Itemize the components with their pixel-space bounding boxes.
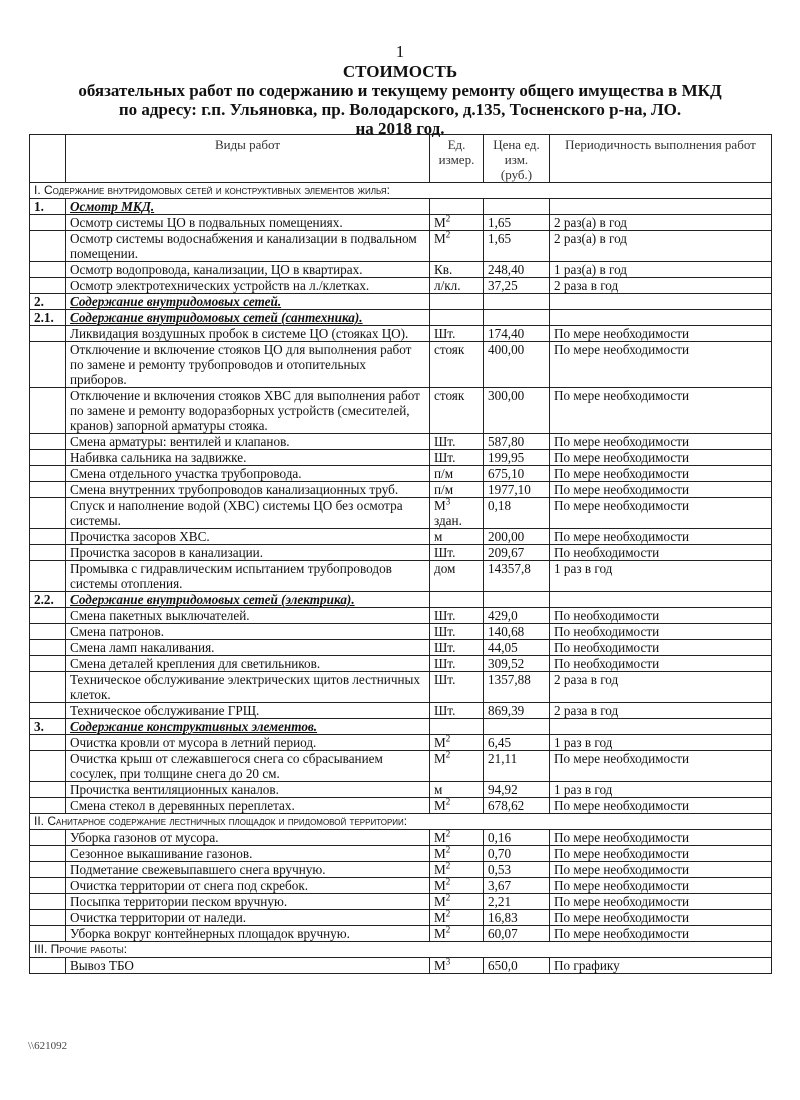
period-cell: По необходимости [550,656,772,672]
period-cell: По мере необходимости [550,798,772,814]
unit-cell [430,529,484,545]
price-cell: 199,95 [484,450,550,466]
unit-text: стояк [434,342,465,357]
work-name: Сезонное выкашивание газонов. [66,846,430,862]
unit-text: М [434,231,446,246]
price-cell: 200,00 [484,529,550,545]
group-number: 2.1. [30,310,66,326]
header-kind: Виды работ [66,135,430,183]
work-name: Посыпка территории песком вручную. [66,894,430,910]
table-row [30,434,772,450]
work-name: Очистка территории от снега под скребок. [66,878,430,894]
unit-cell [430,545,484,561]
period-cell: По мере необходимости [550,751,772,782]
row-number-cell [30,278,66,294]
work-name: Прочистка засоров в канализации. [66,545,430,561]
row-number-cell [30,910,66,926]
period-cell: По мере необходимости [550,529,772,545]
table-row [30,388,772,434]
price-cell: 44,05 [484,640,550,656]
group-number: 1. [30,199,66,215]
header-price: Цена ед. изм. (руб.) [484,135,550,183]
table-row [30,703,772,719]
group-row [30,719,772,735]
row-number-cell [30,529,66,545]
row-number-cell [30,388,66,434]
work-name: Осмотр системы водоснабжения и канализации в подвальном помещении. [66,231,430,262]
row-number-cell [30,466,66,482]
group-name: Осмотр МКД. [66,199,430,215]
table-row [30,830,772,846]
row-number-cell [30,656,66,672]
row-number-cell [30,545,66,561]
period-cell: 1 раз в год [550,735,772,751]
works-table [29,134,772,974]
price-cell: 1,65 [484,215,550,231]
unit-superscript: 2 [445,877,451,887]
period-cell: По мере необходимости [550,846,772,862]
period-cell: По необходимости [550,545,772,561]
table-row [30,529,772,545]
unit-cell [430,830,484,846]
price-cell: 650,0 [484,958,550,974]
unit-text: Шт. [434,434,456,449]
unit-cell [430,894,484,910]
unit-text: М [434,926,446,941]
unit-superscript: 3 [445,497,451,507]
work-name: Уборка газонов от мусора. [66,830,430,846]
work-name: Осмотр системы ЦО в подвальных помещениях. [66,215,430,231]
row-number-cell [30,846,66,862]
unit-cell [430,782,484,798]
unit-text: м [434,529,443,544]
price-cell: 14357,8 [484,561,550,592]
table-row [30,751,772,782]
section-title: I. Содержание внутридомовых сетей и конструктивных элементов жилья: [30,183,772,199]
work-name: Очистка крыш от слежавшегося снега со сбрасыванием сосулек, при толщине снега до 20 см. [66,751,430,782]
table-row [30,640,772,656]
row-number-cell [30,894,66,910]
work-name: Смена отдельного участка трубопровода. [66,466,430,482]
section-row [30,814,772,830]
unit-text: М [434,751,446,766]
row-number-cell [30,862,66,878]
unit-cell [430,231,484,262]
unit-cell [430,388,484,434]
price-cell: 1977,10 [484,482,550,498]
unit-superscript: 3 [445,957,451,967]
group-number: 2. [30,294,66,310]
group-number: 3. [30,719,66,735]
unit-text: м [434,782,443,797]
period-cell: По необходимости [550,640,772,656]
price-cell: 0,70 [484,846,550,862]
page-number: 1 [395,42,405,61]
period-cell: По графику [550,958,772,974]
table-row [30,545,772,561]
row-number-cell [30,672,66,703]
row-number-cell [30,735,66,751]
price-cell: 869,39 [484,703,550,719]
work-name: Вывоз ТБО [66,958,430,974]
work-name: Отключение и включение стояков ЦО для выполнения работ по замене и ремонту трубопроводов и отопительных приборов. [66,342,430,388]
period-cell: 2 раза в год [550,703,772,719]
group-name: Содержание конструктивных элементов. [66,719,430,735]
price-cell: 1,65 [484,231,550,262]
unit-superscript: 2 [445,750,451,760]
group-name: Содержание внутридомовых сетей (электрика). [66,592,430,608]
row-number-cell [30,703,66,719]
unit-text: Шт. [434,656,456,671]
price-cell: 429,0 [484,608,550,624]
work-name: Уборка вокруг контейнерных площадок вручную. [66,926,430,942]
title-line-1: СТОИМОСТЬ [342,62,458,81]
unit-superscript: 2 [445,861,451,871]
period-cell: По мере необходимости [550,926,772,942]
row-number-cell [30,262,66,278]
price-cell: 0,16 [484,830,550,846]
table-row [30,798,772,814]
section-title: III. Прочие работы: [30,942,772,958]
unit-cell [430,735,484,751]
price-cell: 0,18 [484,498,550,529]
unit-text: Шт. [434,624,456,639]
period-cell: По мере необходимости [550,894,772,910]
period-cell: 1 раз в год [550,782,772,798]
row-number-cell [30,926,66,942]
unit-superscript: 2 [445,909,451,919]
unit-cell [430,624,484,640]
unit-cell [430,450,484,466]
unit-cell [430,215,484,231]
price-cell: 2,21 [484,894,550,910]
period-cell: По мере необходимости [550,862,772,878]
group-row [30,199,772,215]
work-name: Смена пакетных выключателей. [66,608,430,624]
work-name: Набивка сальника на задвижке. [66,450,430,466]
price-cell: 6,45 [484,735,550,751]
table-row [30,782,772,798]
unit-superscript: 2 [445,230,451,240]
work-name: Смена патронов. [66,624,430,640]
row-number-cell [30,624,66,640]
unit-superscript: 2 [445,734,451,744]
table-row [30,926,772,942]
table-row [30,450,772,466]
row-number-cell [30,830,66,846]
work-name: Смена стекол в деревянных переплетах. [66,798,430,814]
unit-superscript: 2 [445,214,451,224]
unit-text: Шт. [434,703,456,718]
unit-cell [430,910,484,926]
work-name: Подметание свежевыпавшего снега вручную. [66,862,430,878]
period-cell: 2 раза в год [550,672,772,703]
work-name: Очистка территории от наледи. [66,910,430,926]
work-name: Отключение и включения стояков ХВС для выполнения работ по замене и ремонту водоразборных устройств (смесителей, кранов) запорной арматуры стояка. [66,388,430,434]
row-number-cell [30,326,66,342]
period-cell: По мере необходимости [550,498,772,529]
unit-text: Шт. [434,640,456,655]
table-row [30,215,772,231]
period-cell: По мере необходимости [550,910,772,926]
price-cell: 60,07 [484,926,550,942]
table-row [30,656,772,672]
table-row [30,735,772,751]
table-row [30,608,772,624]
title-line-2: обязательных работ по содержанию и текущему ремонту общего имущества в МКД [78,81,722,100]
row-number-cell [30,608,66,624]
unit-text: М [434,798,446,813]
section-row [30,183,772,199]
footer-code: \\621092 [28,1040,68,1052]
price-cell: 0,53 [484,862,550,878]
row-number-cell [30,751,66,782]
period-cell: 1 раз(а) в год [550,262,772,278]
period-cell: По необходимости [550,624,772,640]
unit-cell [430,262,484,278]
period-cell: 2 раза в год [550,278,772,294]
work-name: Смена арматуры: вентилей и клапанов. [66,434,430,450]
price-cell: 248,40 [484,262,550,278]
unit-cell [430,926,484,942]
table-row [30,466,772,482]
row-number-cell [30,482,66,498]
price-cell: 587,80 [484,434,550,450]
price-cell: 209,67 [484,545,550,561]
work-name: Очистка кровли от мусора в летний период. [66,735,430,751]
group-number: 2.2. [30,592,66,608]
unit-text: л/кл. [434,278,461,293]
header-period: Периодичность выполнения работ [550,135,772,183]
price-cell: 309,52 [484,656,550,672]
period-cell: По мере необходимости [550,342,772,388]
unit-cell [430,482,484,498]
price-cell: 400,00 [484,342,550,388]
row-number-cell [30,434,66,450]
unit-cell [430,434,484,450]
row-number-cell [30,958,66,974]
table-row [30,231,772,262]
price-cell: 678,62 [484,798,550,814]
work-name: Ликвидация воздушных пробок в системе ЦО (стояках ЦО). [66,326,430,342]
table-row [30,498,772,529]
unit-cell [430,608,484,624]
row-number-cell [30,215,66,231]
period-cell: По мере необходимости [550,466,772,482]
unit-text: дом [434,561,456,576]
unit-cell [430,958,484,974]
unit-superscript: 2 [445,797,451,807]
period-cell: По мере необходимости [550,388,772,434]
period-cell: По мере необходимости [550,878,772,894]
table-row [30,910,772,926]
unit-text: стояк [434,388,465,403]
work-name: Осмотр водопровода, канализации, ЦО в квартирах. [66,262,430,278]
unit-cell [430,342,484,388]
period-cell: По мере необходимости [550,482,772,498]
period-cell: По необходимости [550,608,772,624]
unit-cell [430,498,484,529]
header-unit: Ед. измер. [430,135,484,183]
table-row [30,862,772,878]
work-name: Техническое обслуживание электрических щитов лестничных клеток. [66,672,430,703]
table-row [30,846,772,862]
row-number-cell [30,342,66,388]
unit-cell [430,278,484,294]
group-row [30,310,772,326]
work-name: Прочистка вентиляционных каналов. [66,782,430,798]
unit-text: п/м [434,482,454,497]
work-name: Смена внутренних трубопроводов канализационных труб. [66,482,430,498]
price-cell: 37,25 [484,278,550,294]
unit-cell [430,326,484,342]
unit-text: Шт. [434,326,456,341]
period-cell: 2 раз(а) в год [550,231,772,262]
unit-cell [430,846,484,862]
unit-text: М [434,862,446,877]
unit-cell [430,466,484,482]
unit-superscript: 2 [445,845,451,855]
table-row [30,262,772,278]
group-row [30,592,772,608]
price-cell: 94,92 [484,782,550,798]
price-cell: 174,40 [484,326,550,342]
period-cell: 2 раз(а) в год [550,215,772,231]
table-row [30,342,772,388]
unit-cell [430,703,484,719]
price-cell: 16,83 [484,910,550,926]
unit-cell [430,656,484,672]
work-name: Прочистка засоров ХВС. [66,529,430,545]
table-row [30,672,772,703]
unit-superscript: 2 [445,893,451,903]
work-name: Осмотр электротехнических устройств на л./клетках. [66,278,430,294]
group-row [30,294,772,310]
unit-text: М [434,894,446,909]
row-number-cell [30,561,66,592]
price-cell: 21,11 [484,751,550,782]
price-cell: 3,67 [484,878,550,894]
table-row [30,482,772,498]
work-name: Смена деталей крепления для светильников. [66,656,430,672]
table-header-row [30,135,772,183]
unit-cell [430,640,484,656]
row-number-cell [30,498,66,529]
period-cell: По мере необходимости [550,450,772,466]
period-cell: По мере необходимости [550,434,772,450]
unit-text: п/м [434,466,454,481]
work-name: Спуск и наполнение водой (ХВС) системы ЦО без осмотра системы. [66,498,430,529]
period-cell: По мере необходимости [550,830,772,846]
unit-superscript: 2 [445,925,451,935]
unit-cell [430,672,484,703]
unit-text: М [434,878,446,893]
period-cell: 1 раз в год [550,561,772,592]
unit-text: Кв. [434,262,453,277]
price-cell: 1357,88 [484,672,550,703]
unit-text: М [434,958,446,973]
row-number-cell [30,450,66,466]
work-name: Техническое обслуживание ГРЩ. [66,703,430,719]
unit-cell [430,751,484,782]
price-cell: 300,00 [484,388,550,434]
unit-text: М [434,215,446,230]
table-row [30,958,772,974]
price-cell: 675,10 [484,466,550,482]
table-row [30,894,772,910]
unit-text: М [434,498,446,513]
work-name: Смена ламп накаливания. [66,640,430,656]
unit-text-secondary: здан. [434,513,462,528]
unit-text: Шт. [434,450,456,465]
unit-superscript: 2 [445,829,451,839]
row-number-cell [30,798,66,814]
unit-text: М [434,830,446,845]
section-title: II. Санитарное содержание лестничных площадок и придомовой территории: [30,814,772,830]
header-num [30,135,66,183]
price-cell: 140,68 [484,624,550,640]
unit-text: Шт. [434,672,456,687]
section-row [30,942,772,958]
table-row [30,561,772,592]
table-row [30,278,772,294]
group-name: Содержание внутридомовых сетей (сантехника). [66,310,430,326]
unit-cell [430,862,484,878]
title-line-3: по адресу: г.п. Ульяновка, пр. Володарского, д.135, Тосненского р-на, ЛО. [118,100,682,119]
table-row [30,624,772,640]
title-line-4: на 2018 год. [355,119,445,138]
unit-cell [430,561,484,592]
unit-text: Шт. [434,545,456,560]
table-row [30,878,772,894]
row-number-cell [30,231,66,262]
unit-cell [430,798,484,814]
work-name: Промывка с гидравлическим испытанием трубопроводов системы отопления. [66,561,430,592]
unit-text: М [434,846,446,861]
row-number-cell [30,640,66,656]
table-row [30,326,772,342]
period-cell: По мере необходимости [550,326,772,342]
unit-text: М [434,735,446,750]
row-number-cell [30,878,66,894]
unit-text: М [434,910,446,925]
unit-text: Шт. [434,608,456,623]
group-name: Содержание внутридомовых сетей. [66,294,430,310]
row-number-cell [30,782,66,798]
unit-cell [430,878,484,894]
document-title [0,62,800,138]
